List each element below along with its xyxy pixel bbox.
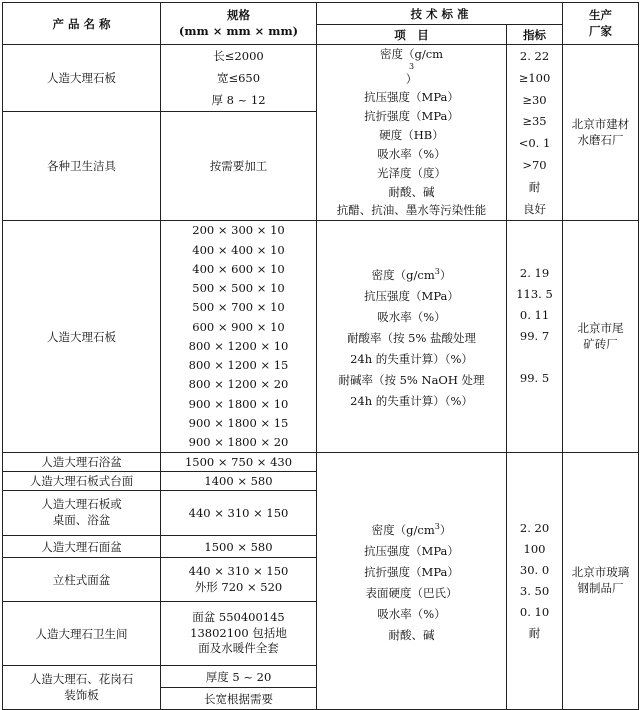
g2-spec-2: 400 × 600 × 10	[192, 261, 285, 276]
g2-value-0: 2. 19	[519, 266, 550, 280]
g2-density-sup: 3	[434, 267, 440, 277]
g3-spec-3: 1500 × 580	[161, 536, 317, 558]
g3-item-5: 耐酸、碱	[388, 627, 435, 642]
g2-spec-6: 800 × 1200 × 10	[188, 338, 289, 353]
g3-maker-1: 钢制品厂	[577, 581, 624, 595]
g1-value-3: ≥35	[522, 114, 547, 129]
g3-spec-4b: 外形 720 × 520	[194, 579, 283, 594]
g1-values	[507, 45, 563, 221]
g3-value-1: 100	[523, 542, 546, 556]
g1-maker-1: 水磨石厂	[577, 132, 624, 147]
g1-item-6: 耐酸、碱	[388, 184, 435, 199]
g2-item-5: 耐碱率（按 5% NaOH 处理	[338, 372, 485, 387]
g1-maker-0: 北京市建材	[571, 116, 630, 131]
g1-value-4: <0. 1	[518, 136, 551, 151]
header-maker	[563, 3, 639, 45]
g2-value-3: 99. 7	[519, 329, 550, 343]
g2-spec-10: 900 × 1800 × 15	[188, 415, 289, 430]
g3-spec-5	[161, 602, 317, 666]
g2-spec-1: 400 × 400 × 10	[192, 242, 285, 257]
g1-spec-a-1: 宽≤650	[216, 70, 261, 85]
g3-spec-2: 440 × 310 × 150	[161, 491, 317, 536]
g1-spec-a	[161, 45, 317, 112]
g3-value-0: 2. 20	[519, 521, 550, 535]
g3-spec-5c: 面及水暖件全套	[198, 641, 279, 656]
g2-maker	[563, 221, 639, 453]
g2-product: 人造大理石板	[3, 221, 161, 453]
g2-spec-9: 900 × 1800 × 10	[188, 396, 289, 411]
g3-spec-6: 厚度 5 ~ 20	[161, 666, 317, 688]
g1-item-1: 抗压强度（MPa）	[364, 90, 459, 105]
g3-item-3: 表面硬度（巴氏）	[365, 585, 458, 600]
g3-product-6	[3, 666, 161, 710]
g2-spec-0: 200 × 300 × 10	[192, 223, 285, 238]
g2-spec-11: 900 × 1800 × 20	[188, 435, 289, 450]
g3-value-5: 耐	[528, 626, 541, 640]
product-spec-table	[2, 2, 639, 710]
header-spec-unit: (mm × mm × mm)	[178, 23, 299, 38]
g3-spec-1: 1400 × 580	[161, 472, 317, 491]
g3-item-2: 抗折强度（MPa）	[364, 564, 459, 579]
g1-value-1: ≥100	[518, 70, 551, 85]
g3-item-0: 密度（g/cm	[371, 522, 435, 537]
g3-product-3: 人造大理石面盆	[3, 536, 161, 558]
g2-spec-7: 800 × 1200 × 15	[188, 358, 289, 373]
header-tech-standard: 技 术 标 准	[317, 3, 563, 25]
g1-value-2: ≥30	[522, 92, 547, 107]
g1-density-close: ）	[405, 71, 418, 86]
g3-value-2: 30. 0	[519, 563, 550, 577]
g3-density-sup: 3	[434, 522, 440, 532]
g2-value-2: 0. 11	[519, 308, 550, 322]
g2-maker-0: 北京市尾	[577, 320, 624, 335]
g1-spec-b: 按需要加工	[161, 112, 317, 221]
g2-spec-5: 600 × 900 × 10	[192, 319, 285, 334]
g2-item-3: 耐酸率（按 5% 盐酸处理	[346, 330, 477, 345]
g3-product-4: 立柱式面盆	[3, 558, 161, 602]
g3-spec-4a: 440 × 310 × 150	[188, 563, 289, 578]
g1-value-5: >70	[522, 158, 547, 173]
g1-items	[317, 45, 507, 221]
g1-item-5: 光泽度（度）	[377, 165, 446, 180]
g3-product-2a: 人造大理石板或	[41, 497, 122, 512]
g1-value-6: 耐	[528, 180, 541, 194]
g3-maker	[563, 453, 639, 710]
g3-spec-5b: 13802100 包括地	[190, 625, 287, 640]
g3-spec-0: 1500 × 750 × 430	[161, 453, 317, 472]
g2-item-2: 吸水率（%）	[377, 309, 446, 324]
header-maker-line2: 厂家	[589, 23, 613, 38]
g2-density-close: ）	[439, 267, 452, 282]
g3-item-4: 吸水率（%）	[377, 606, 446, 621]
header-spec	[161, 3, 317, 45]
g1-item-0: 密度（g/cm	[379, 47, 444, 62]
g3-maker-0: 北京市玻璃	[571, 565, 630, 580]
header-product-name: 产 品 名 称	[3, 3, 161, 45]
g3-values	[507, 453, 563, 710]
g3-product-1: 人造大理石板式台面	[3, 472, 161, 491]
g1-product-b: 各种卫生洁具	[3, 112, 161, 221]
g3-density-close: ）	[439, 522, 452, 537]
g3-product-6b: 装饰板	[64, 687, 99, 702]
header-item: 项 目	[317, 25, 507, 45]
header-maker-line1: 生产	[589, 7, 613, 22]
g2-value-1: 113. 5	[516, 287, 553, 301]
g1-item-3: 硬度（HB）	[379, 128, 444, 143]
g2-specs	[161, 221, 317, 453]
g3-items	[317, 453, 507, 710]
g3-value-4: 0. 10	[519, 605, 550, 619]
g2-maker-1: 矿砖厂	[583, 336, 618, 351]
g2-items	[317, 221, 507, 453]
g3-product-0: 人造大理石浴盆	[3, 453, 161, 472]
g3-spec-5a: 面盆 550400145	[192, 610, 285, 625]
g3-spec-4	[161, 558, 317, 602]
header-index: 指标	[507, 25, 563, 45]
g2-values	[507, 221, 563, 453]
g1-item-7: 抗醋、抗油、墨水等污染性能	[336, 203, 487, 218]
g2-value-4: 99. 5	[519, 371, 550, 385]
g3-item-1: 抗压强度（MPa）	[364, 543, 459, 558]
g1-maker	[563, 45, 639, 221]
g1-spec-a-2: 厚 8 ~ 12	[211, 92, 266, 107]
g2-spec-3: 500 × 500 × 10	[192, 281, 285, 296]
g3-product-2b: 桌面、浴盆	[52, 513, 111, 527]
g3-product-5: 人造大理石卫生间	[3, 602, 161, 666]
g2-spec-8: 800 × 1200 × 20	[188, 377, 289, 392]
g3-product-2	[3, 491, 161, 536]
g1-value-7: 良好	[523, 201, 546, 216]
g2-item-density	[372, 268, 452, 282]
g1-item-density	[380, 47, 443, 86]
g1-spec-a-0: 长≤2000	[213, 48, 264, 63]
g1-product-a: 人造大理石板	[3, 45, 161, 112]
g2-item-0: 密度（g/cm	[371, 267, 435, 282]
g3-value-3: 3. 50	[519, 584, 550, 598]
g3-item-density	[372, 523, 452, 537]
g1-item-2: 抗折强度（MPa）	[364, 109, 459, 124]
g3-product-6a: 人造大理石、花岗石	[29, 671, 134, 686]
g1-item-4: 吸水率（%）	[377, 146, 446, 161]
g2-item-6: 24h 的失重计算）（%）	[350, 393, 473, 408]
g3-spec-7: 长宽根据需要	[161, 688, 317, 710]
g2-item-1: 抗压强度（MPa）	[364, 288, 459, 303]
header-spec-title: 规格	[227, 7, 250, 22]
g1-density-sup: 3	[408, 61, 415, 71]
g1-value-0: 2. 22	[519, 48, 550, 63]
g2-item-4: 24h 的失重计算）（%）	[350, 351, 473, 366]
g2-spec-4: 500 × 700 × 10	[192, 300, 285, 315]
